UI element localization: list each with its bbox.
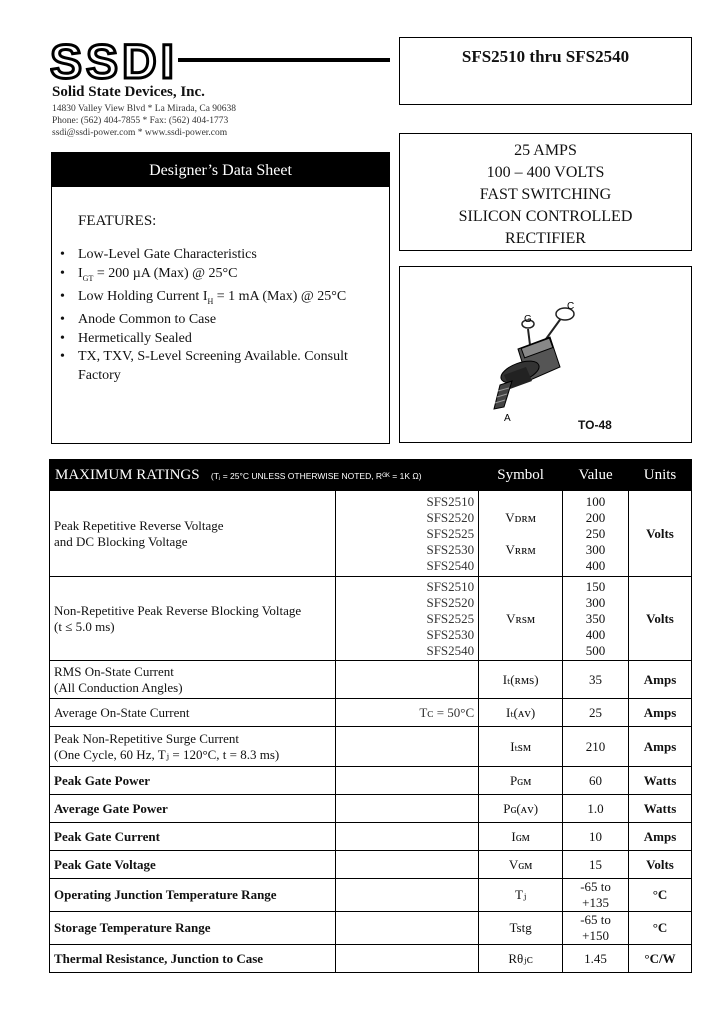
feature-text-pre: TX, TXV, S-Level Screening Available. Consult Factory bbox=[78, 349, 348, 383]
symbol-cell: Vᴅʀᴍ Vʀʀᴍ bbox=[479, 491, 563, 577]
table-row bbox=[50, 767, 692, 795]
feature-text-post: = 1 mA (Max) @ 25°C bbox=[213, 288, 347, 304]
symbol-cell: Tⱼ bbox=[479, 879, 563, 912]
parameter-cell: Non-Repetitive Peak Reverse Blocking Voltage (t ≤ 5.0 ms) bbox=[50, 577, 336, 661]
value-cell: 210 bbox=[563, 727, 629, 767]
unit-cell: °C/W bbox=[629, 945, 692, 973]
feature-item bbox=[52, 330, 389, 349]
unit-cell: Watts bbox=[629, 795, 692, 823]
symbol-cell: Vʀѕᴍ bbox=[479, 577, 563, 661]
logo-rule bbox=[178, 58, 390, 62]
max-ratings-table bbox=[49, 459, 692, 973]
value-cell: 1.45 bbox=[563, 945, 629, 973]
value-cell: 150 300 350 400 500 bbox=[563, 577, 629, 661]
ratings-note: (Tⱼ = 25°C UNLESS OTHERWISE NOTED, Rᴳᴷ = 1K Ω) bbox=[210, 470, 422, 481]
parameter-cell: Operating Junction Temperature Range bbox=[50, 879, 336, 912]
features-box bbox=[51, 152, 390, 444]
value-header: Value bbox=[563, 460, 629, 491]
table-row bbox=[50, 727, 692, 767]
table-row bbox=[50, 491, 692, 577]
feature-text-pre: Low-Level Gate Characteristics bbox=[78, 247, 257, 262]
features-heading: FEATURES: bbox=[78, 213, 157, 229]
feature-item bbox=[52, 348, 389, 385]
table-row bbox=[50, 699, 692, 727]
parameter-cell: RMS On-State Current (All Conduction Angles) bbox=[50, 661, 336, 699]
symbol-cell: Rθⱼᴄ bbox=[479, 945, 563, 973]
condition-cell bbox=[336, 945, 479, 973]
pin-a-label: A bbox=[504, 413, 511, 424]
unit-cell: °C bbox=[629, 912, 692, 945]
feature-item bbox=[52, 246, 389, 265]
condition-cell: Tᴄ = 50°C bbox=[336, 699, 479, 727]
company-name: Solid State Devices, Inc. bbox=[52, 84, 205, 100]
feature-text-pre: Hermetically Sealed bbox=[78, 330, 192, 346]
company-address-line: 14830 Valley View Blvd * La Mirada, Ca 90638 bbox=[52, 104, 237, 114]
package-box bbox=[399, 266, 692, 443]
table-row bbox=[50, 945, 692, 973]
value-cell: 60 bbox=[563, 767, 629, 795]
value-cell: -65 to +150 bbox=[563, 912, 629, 945]
table-row bbox=[50, 879, 692, 912]
parameter-cell: Peak Gate Current bbox=[50, 823, 336, 851]
feature-item bbox=[52, 265, 389, 288]
parameter-cell: Average Gate Power bbox=[50, 795, 336, 823]
condition-cell bbox=[336, 661, 479, 699]
bullet-icon: • bbox=[60, 312, 65, 328]
features-list bbox=[52, 246, 389, 385]
condition-cell bbox=[336, 851, 479, 879]
bullet-icon: • bbox=[60, 247, 65, 262]
feature-text-pre: Anode Common to Case bbox=[78, 312, 217, 328]
pin-c-label: C bbox=[567, 301, 575, 312]
table-header-row bbox=[50, 460, 692, 491]
spec-line: 100 – 400 VOLTS bbox=[486, 164, 605, 181]
spec-line: SILICON CONTROLLED bbox=[458, 208, 633, 225]
unit-cell: Volts bbox=[629, 851, 692, 879]
pin-g-label: G bbox=[524, 314, 532, 325]
symbol-cell: Iₜ(ʀᴍѕ) bbox=[479, 661, 563, 699]
logo-text: SSDI bbox=[50, 38, 172, 84]
bullet-icon: • bbox=[60, 330, 65, 346]
parameter-cell: Average On-State Current bbox=[50, 699, 336, 727]
bullet-icon: • bbox=[60, 288, 65, 304]
symbol-cell: Iɢᴍ bbox=[479, 823, 563, 851]
feature-text-post: = 200 µA (Max) @ 25°C bbox=[93, 265, 238, 281]
part-number-box bbox=[399, 37, 692, 105]
parameter-cell: Storage Temperature Range bbox=[50, 912, 336, 945]
spec-summary-box bbox=[399, 133, 692, 251]
bullet-icon: • bbox=[60, 349, 65, 365]
feature-text-sub: H bbox=[207, 296, 214, 306]
unit-cell: °C bbox=[629, 879, 692, 912]
condition-cell bbox=[336, 879, 479, 912]
spec-line: 25 AMPS bbox=[514, 142, 577, 159]
units-header: Units bbox=[629, 460, 692, 491]
symbol-cell: Vɢᴍ bbox=[479, 851, 563, 879]
ratings-title-cell bbox=[50, 460, 479, 491]
unit-cell: Volts bbox=[629, 491, 692, 577]
unit-cell: Volts bbox=[629, 577, 692, 661]
unit-cell: Amps bbox=[629, 823, 692, 851]
value-cell: 25 bbox=[563, 699, 629, 727]
feature-text-pre: Low Holding Current I bbox=[78, 288, 208, 304]
value-cell: 1.0 bbox=[563, 795, 629, 823]
feature-text-pre: I bbox=[78, 265, 83, 281]
table-row bbox=[50, 851, 692, 879]
spec-line: RECTIFIER bbox=[505, 230, 586, 247]
table-row bbox=[50, 823, 692, 851]
symbol-cell: Pɢ(ᴀᴠ) bbox=[479, 795, 563, 823]
symbol-cell: Iₜ(ᴀᴠ) bbox=[479, 699, 563, 727]
parameter-cell: Peak Non-Repetitive Surge Current (One Cycle, 60 Hz, Tⱼ = 120°C, t = 8.3 ms) bbox=[50, 727, 336, 767]
feature-item bbox=[52, 311, 389, 330]
package-label: TO-48 bbox=[578, 418, 612, 432]
table-row bbox=[50, 577, 692, 661]
symbol-cell: Pɢᴍ bbox=[479, 767, 563, 795]
bullet-icon: • bbox=[60, 265, 65, 281]
condition-cell bbox=[336, 823, 479, 851]
parameter-cell: Thermal Resistance, Junction to Case bbox=[50, 945, 336, 973]
feature-item bbox=[52, 288, 389, 311]
parameter-cell: Peak Gate Voltage bbox=[50, 851, 336, 879]
condition-cell bbox=[336, 795, 479, 823]
unit-cell: Watts bbox=[629, 767, 692, 795]
condition-cell bbox=[336, 727, 479, 767]
symbol-cell: Iₜѕᴍ bbox=[479, 727, 563, 767]
spec-line: FAST SWITCHING bbox=[479, 186, 612, 203]
condition-cell bbox=[336, 767, 479, 795]
value-cell: -65 to +135 bbox=[563, 879, 629, 912]
part-range: SFS2510 thru SFS2540 bbox=[461, 47, 630, 66]
datasheet-title: Designer’s Data Sheet bbox=[52, 153, 389, 187]
company-web-line: ssdi@ssdi-power.com * www.ssdi-power.com bbox=[52, 128, 228, 138]
company-phone-line: Phone: (562) 404-7855 * Fax: (562) 404-1773 bbox=[52, 116, 229, 126]
ratings-body bbox=[50, 491, 692, 973]
symbol-cell: Tstg bbox=[479, 912, 563, 945]
parameter-cell: Peak Gate Power bbox=[50, 767, 336, 795]
parameter-cell: Peak Repetitive Reverse Voltage and DC Blocking Voltage bbox=[50, 491, 336, 577]
table-row bbox=[50, 661, 692, 699]
value-cell: 15 bbox=[563, 851, 629, 879]
value-cell: 10 bbox=[563, 823, 629, 851]
condition-cell: SFS2510 SFS2520 SFS2525 SFS2530 SFS2540 bbox=[336, 577, 479, 661]
ssdi-logo bbox=[50, 38, 175, 84]
table-row bbox=[50, 795, 692, 823]
unit-cell: Amps bbox=[629, 661, 692, 699]
condition-cell bbox=[336, 912, 479, 945]
value-cell: 100 200 250 300 400 bbox=[563, 491, 629, 577]
table-row bbox=[50, 912, 692, 945]
ratings-title: MAXIMUM RATINGS bbox=[55, 466, 200, 483]
feature-text-sub: GT bbox=[82, 273, 94, 283]
symbol-header: Symbol bbox=[479, 460, 563, 491]
value-cell: 35 bbox=[563, 661, 629, 699]
unit-cell: Amps bbox=[629, 699, 692, 727]
unit-cell: Amps bbox=[629, 727, 692, 767]
condition-cell: SFS2510 SFS2520 SFS2525 SFS2530 SFS2540 bbox=[336, 491, 479, 577]
to48-package-illustration bbox=[400, 267, 693, 444]
